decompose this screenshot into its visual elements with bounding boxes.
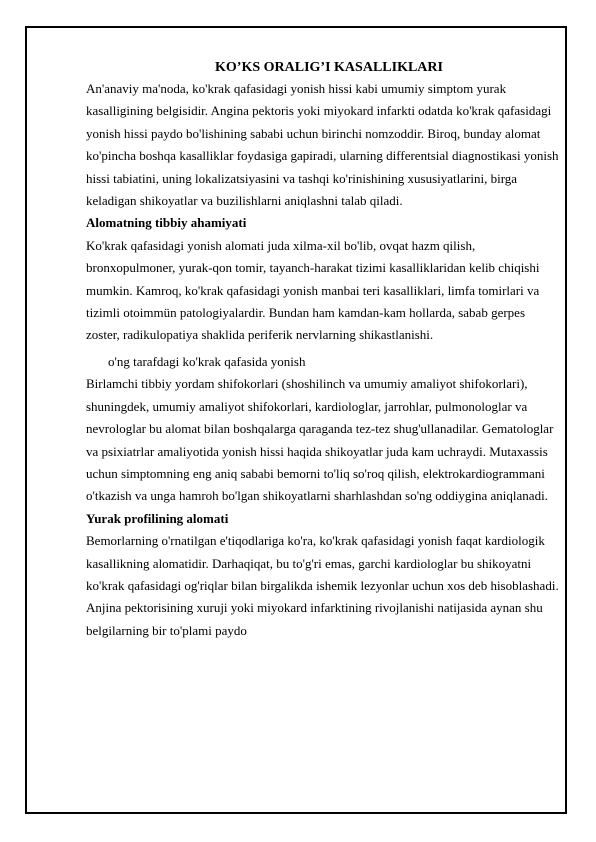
section-heading-medical-significance: Alomatning tibbiy ahamiyati xyxy=(86,215,247,231)
indented-subtitle: o'ng tarafdagi ko'krak qafasida yonish xyxy=(108,353,306,369)
section-heading-cardiac-profile: Yurak profilining alomati xyxy=(86,510,229,526)
medical-significance-paragraph: Ko'krak qafasidagi yonish alomati juda xilma-xil bo'lib, ovqat hazm qilish, bronxopulmoner, yurak-qon tomir, tayanch-harakat tizimi kasalliklaridan kelib chiqishi mumkin. Kamroq, ko'krak qafasidagi yonish manbai teri kasalliklari, limfa tomirlari va tizimli otoimmün patologiyalardir. Bundan ham kamdan-kam hollarda, sabab gerpes zoster, radikulopatiya shaklida periferik nervlarning shikastlanishi. xyxy=(86,237,540,343)
cardiac-profile-paragraph: Bemorlarning o'rnatilgan e'tiqodlariga ko'ra, ko'krak qafasidagi yonish faqat kardiologik kasallikning alomatidir. Darhaqiqat, bu to'g'ri emas, garchi kardiologlar bu shikoyatni ko'krak qafasidagi og'riqlar bilan birgalikda ishemik lezyonlar uchun xos deb hisoblashadi. Anjina pektorisining xuruji yoki miyokard infarktining rivojlanishi natijasida aynan shu belgilarning bir to'plami paydo xyxy=(86,533,559,638)
physicians-paragraph: Birlamchi tibbiy yordam shifokorlari (shoshilinch va umumiy amaliyot shifokorlari), shuningdek, umumiy amaliyot shifokorlari, kardiologlar, jarrohlar, pulmonologlar va nevrologlar bu alomat bilan boshqalarga qaraganda tez-tez shug'ullanadilar. Gematologlar va psixiatrlar amaliyotida yonish hissi haqida shikoyatlar juda kam uchraydi. Mutaxassis uchun simptomning eng aniq sababi bemorni to'liq so'roq qilish, elektrokardiogrammani o'tkazish va unga hamroh bo'lgan shikoyatlarni sharhlashdan so'ng oddiygina aniqlanadi. xyxy=(86,376,554,504)
document-title: KO’KS ORALIG’I KASALLIKLARI xyxy=(215,60,443,75)
intro-paragraph: An'anaviy ma'noda, ko'krak qafasidagi yonish hissi kabi umumiy simptom yurak kasalligining belgisidir. Angina pektoris yoki miyokard infarkti odatda ko'krak qafasidagi yonish hissi paydo bo'lishining sababi uchun birinchi nomzoddir. Biroq, bunday alomat ko'pincha boshqa kasalliklar foydasiga gapiradi, ularning differentsial diagnostikasi yonish hissi tabiatini, uning lokalizatsiyasini va tashqi ko'rinishining xususiyatlarini, birga keladigan shikoyatlar va buzilishlarni aniqlashni talab qiladi. xyxy=(86,81,559,209)
document-body xyxy=(86,58,560,642)
